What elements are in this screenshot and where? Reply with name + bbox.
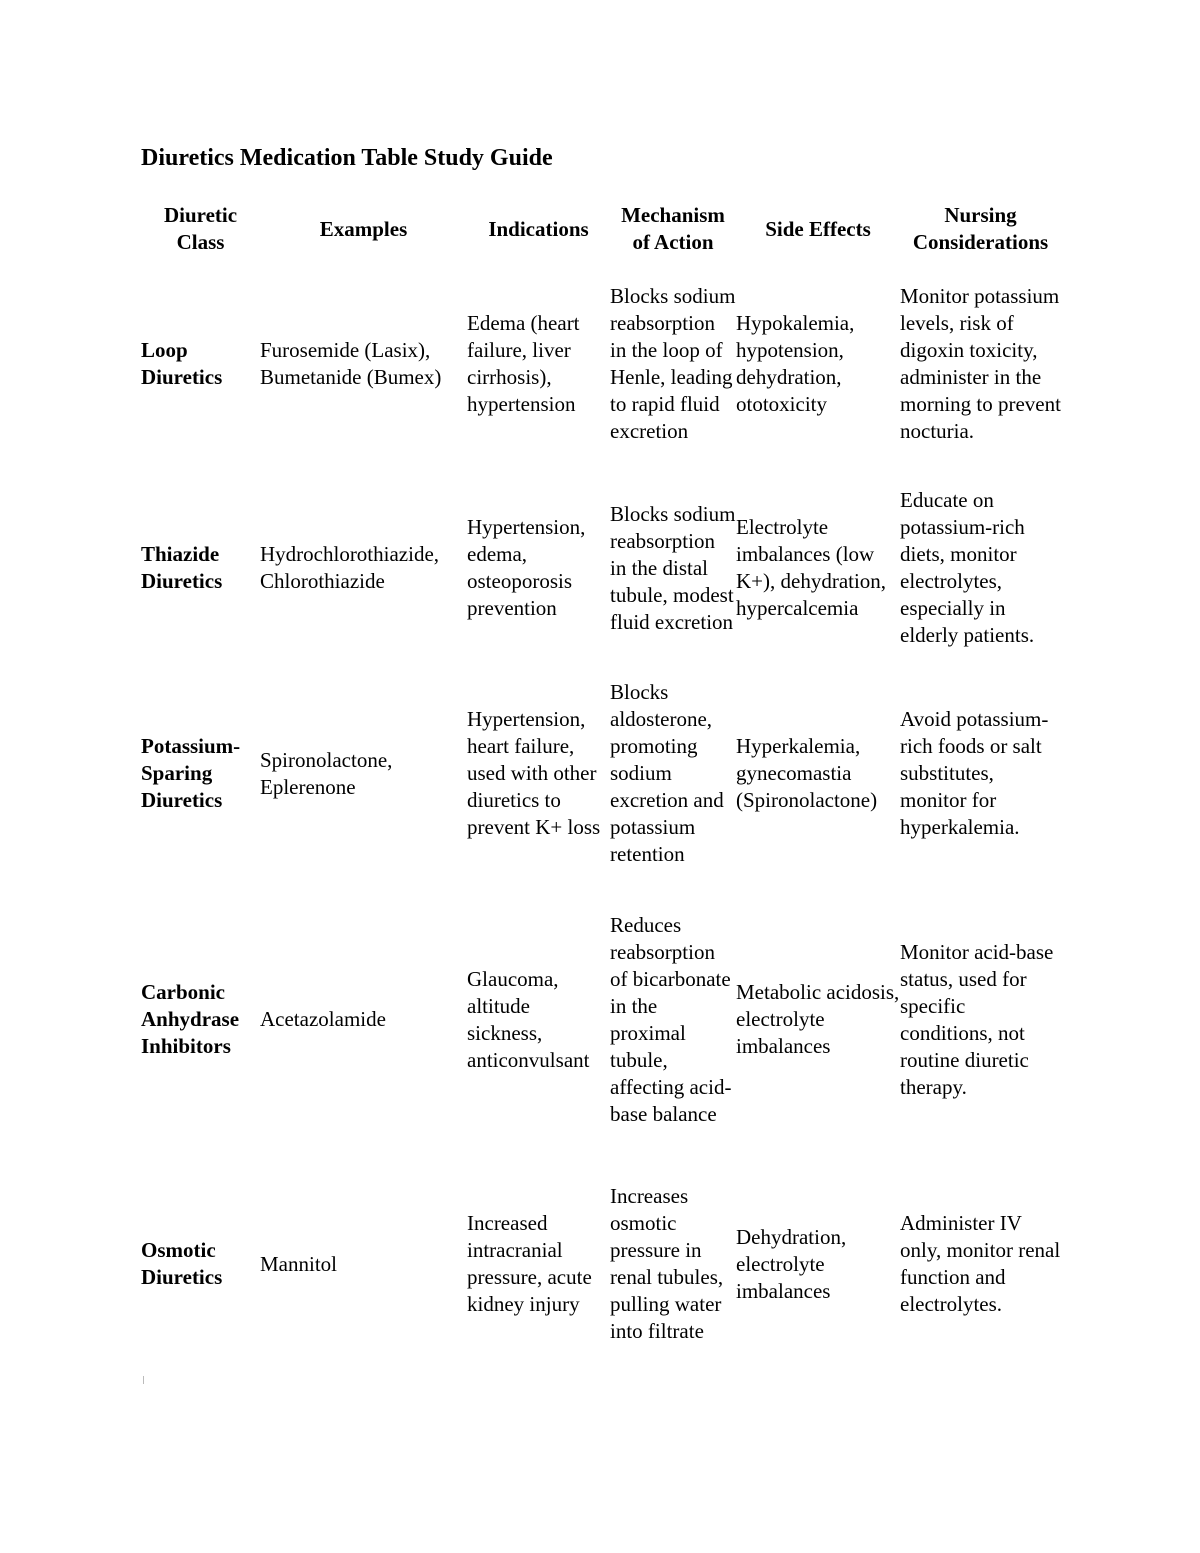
examples-cell: Hydrochlorothiazide, Chlorothiazide [260,542,440,593]
side-effects-cell: Hyperkalemia, gynecomastia (Spironolactone) [736,734,878,812]
examples-cell: Spironolactone, Eplerenone [260,747,393,799]
nursing-considerations-cell: Monitor acid-base status, used for specific conditions, not routine diuretic therapy. [900,939,1054,1099]
indications-cell: Hypertension, edema, osteoporosis prevention [467,515,586,620]
diuretic-class-cell: Thiazide Diuretics [141,542,223,593]
indications-cell: Glaucoma, altitude sickness, anticonvulsant [467,966,590,1072]
header-indications: Indications [488,216,589,241]
examples-cell: Mannitol [260,1251,337,1276]
header-nursing-considerations: Nursing Considerations [912,203,1049,254]
diuretic-class-cell: Carbonic Anhydrase Inhibitors [141,980,240,1058]
header-examples: Examples [319,216,408,241]
header-diuretic-class: Diuretic Class [163,203,238,254]
mechanism-cell: Increases osmotic pressure in renal tubules, pulling water into filtrate [610,1184,724,1343]
table-header-row [141,202,1061,256]
nursing-considerations-cell: Avoid potassium-rich foods or salt substitutes, monitor for hyperkalemia. [900,707,1049,839]
header-side-effects: Side Effects [765,216,871,241]
margin-mark [143,1376,144,1384]
table-row [141,883,1061,1156]
examples-cell: Acetazolamide [260,1007,386,1031]
side-effects-cell: Dehydration, electrolyte imbalances [736,1224,847,1303]
side-effects-cell: Electrolyte imbalances (low K+), dehydration, hypercalcemia [736,515,887,620]
nursing-considerations-cell: Educate on potassium-rich diets, monitor electrolytes, especially in elderly patients. [900,488,1035,647]
mechanism-cell: Blocks sodium reabsorption in the distal tubule, modest fluid excretion [610,501,736,634]
diuretic-class-cell: Loop Diuretics [141,338,223,389]
mechanism-cell: Blocks sodium reabsorption in the loop of Henle, leading to rapid fluid excretion [610,284,736,443]
table-row [141,664,1061,883]
table-row [141,256,1061,472]
medication-table [141,202,1061,1372]
indications-cell: Increased intracranial pressure, acute kidney injury [467,1211,592,1316]
diuretic-class-cell: Potassium-Sparing Diuretics [141,734,241,812]
table-row [141,1156,1061,1372]
side-effects-cell: Hypokalemia, hypotension, dehydration, ototoxicity [736,311,855,416]
nursing-considerations-cell: Monitor potassium levels, risk of digoxin toxicity, administer in the morning to prevent nocturia. [900,284,1061,443]
indications-cell: Hypertension, heart failure, used with other diuretics to prevent K+ loss [467,707,601,839]
indications-cell: Edema (heart failure, liver cirrhosis), hypertension [467,311,580,416]
side-effects-cell: Metabolic acidosis, electrolyte imbalances [736,980,900,1058]
table-row [141,472,1061,664]
diuretic-class-cell: Osmotic Diuretics [141,1238,223,1289]
mechanism-cell: Blocks aldosterone, promoting sodium excretion and potassium retention [610,680,724,866]
mechanism-cell: Reduces reabsorption of bicarbonate in the proximal tubule, affecting acid-base balance [610,912,732,1126]
header-mechanism-of-action: Mechanism of Action [621,203,725,254]
nursing-considerations-cell: Administer IV only, monitor renal function and electrolytes. [900,1211,1061,1316]
page-title: Diuretics Medication Table Study Guide [141,145,553,171]
examples-cell: Furosemide (Lasix), Bumetanide (Bumex) [260,338,442,389]
